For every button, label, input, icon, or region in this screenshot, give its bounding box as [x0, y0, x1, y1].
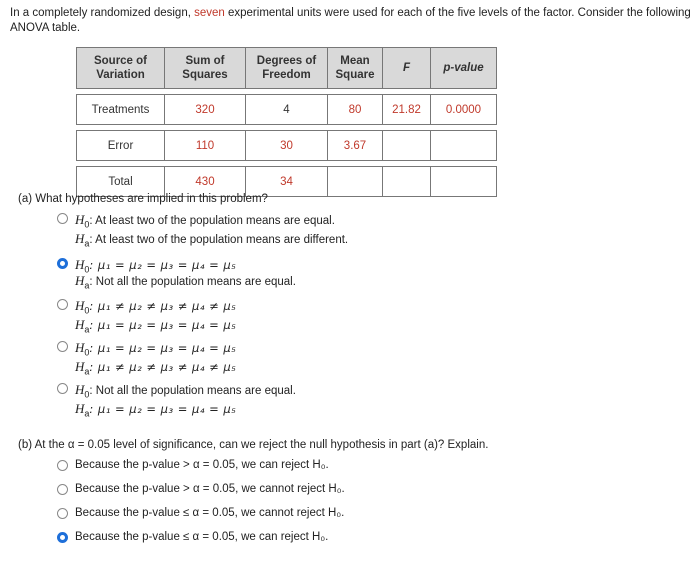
- option-b-text: Because the p-value > α = 0.05, we can reject H₀.: [75, 459, 329, 471]
- cell-df: 4: [246, 95, 328, 125]
- radio-button[interactable]: [57, 460, 68, 471]
- header-df: Degrees of Freedom: [246, 48, 328, 89]
- radio-button[interactable]: [57, 341, 68, 352]
- cell-p: [431, 167, 497, 197]
- header-f: F: [383, 48, 431, 89]
- cell-ms: [328, 167, 383, 197]
- radio-button-selected[interactable]: [57, 258, 68, 269]
- option-ha-text: : μ₁ ≠ μ₂ ≠ μ₃ ≠ μ₄ ≠ μ₅: [89, 360, 237, 374]
- option-h0-text: : At least two of the population means are equal.: [89, 215, 335, 227]
- option-h0-text: : Not all the population means are equal.: [89, 385, 296, 397]
- anova-table: [76, 47, 497, 197]
- option-a-1-ha: $H_a$: At least two of the population means are different.: [75, 231, 349, 249]
- header-ss: Sum of Squares: [165, 48, 246, 89]
- intro-text-1: In a completely randomized design,: [10, 7, 195, 19]
- question-b-prompt: (b) At the α = 0.05 level of significance, can we reject the null hypothesis in part (a)? Explain.: [18, 439, 489, 451]
- cell-f: 21.82: [383, 95, 431, 125]
- option-a-2-ha: $H_a$: Not all the population means are equal.: [75, 273, 296, 291]
- radio-button[interactable]: [57, 213, 68, 224]
- option-ha-text: : Not all the population means are equal.: [89, 276, 296, 288]
- option-h0-text: : μ₁ = μ₂ = μ₃ = μ₄ = μ₅: [89, 258, 237, 272]
- cell-ss: 110: [165, 131, 246, 161]
- cell-source: Error: [77, 131, 165, 161]
- radio-button[interactable]: [57, 508, 68, 519]
- option-b-text: Because the p-value ≤ α = 0.05, we can reject H₀.: [75, 531, 329, 543]
- cell-ss: 430: [165, 167, 246, 197]
- option-a-2[interactable]: $H_0$: μ₁ = μ₂ = μ₃ = μ₄ = μ₅: [57, 257, 236, 274]
- cell-ms: 80: [328, 95, 383, 125]
- option-b-text: Because the p-value ≤ α = 0.05, we cannot reject H₀.: [75, 507, 345, 519]
- question-a-prompt: (a) What hypotheses are implied in this problem?: [18, 193, 268, 205]
- option-b-1[interactable]: [57, 459, 329, 471]
- cell-source: Total: [77, 167, 165, 197]
- option-b-text: Because the p-value > α = 0.05, we cannot reject H₀.: [75, 483, 345, 495]
- radio-button[interactable]: [57, 484, 68, 495]
- cell-f: [383, 131, 431, 161]
- table-row: [77, 131, 497, 161]
- option-ha-text: : μ₁ = μ₂ = μ₃ = μ₄ = μ₅: [89, 402, 237, 416]
- cell-source: Treatments: [77, 95, 165, 125]
- intro-seven: seven: [194, 7, 225, 19]
- option-h0-text: : μ₁ ≠ μ₂ ≠ μ₃ ≠ μ₄ ≠ μ₅: [89, 299, 237, 313]
- cell-p: 0.0000: [431, 95, 497, 125]
- option-h0-text: : μ₁ = μ₂ = μ₃ = μ₄ = μ₅: [89, 341, 237, 355]
- problem-intro: [10, 6, 695, 36]
- cell-p: [431, 131, 497, 161]
- header-source: Source of Variation: [77, 48, 165, 89]
- option-a-5[interactable]: $H_0$: Not all the population means are equal.: [57, 382, 296, 399]
- cell-df: 34: [246, 167, 328, 197]
- intro-text-2: experimental units were used for each of the five levels of the factor. Consider the following ANOVA table.: [10, 7, 691, 34]
- option-a-3-ha: $H_a$: μ₁ = μ₂ = μ₃ = μ₄ = μ₅: [75, 317, 237, 335]
- option-a-5-ha: $H_a$: μ₁ = μ₂ = μ₃ = μ₄ = μ₅: [75, 401, 237, 419]
- table-row: [77, 95, 497, 125]
- cell-df: 30: [246, 131, 328, 161]
- option-b-2[interactable]: [57, 483, 345, 495]
- table-row: [77, 167, 497, 197]
- option-b-3[interactable]: [57, 507, 344, 519]
- option-a-4-ha: $H_a$: μ₁ ≠ μ₂ ≠ μ₃ ≠ μ₄ ≠ μ₅: [75, 359, 237, 377]
- header-p: p-value: [431, 48, 497, 89]
- radio-button[interactable]: [57, 383, 68, 394]
- cell-ms: 3.67: [328, 131, 383, 161]
- radio-button[interactable]: [57, 299, 68, 310]
- cell-ss: 320: [165, 95, 246, 125]
- option-a-3[interactable]: $H_0$: μ₁ ≠ μ₂ ≠ μ₃ ≠ μ₄ ≠ μ₅: [57, 298, 236, 315]
- option-b-4[interactable]: [57, 531, 328, 543]
- cell-f: [383, 167, 431, 197]
- option-a-1[interactable]: $H_0$: At least two of the population means are equal.: [57, 212, 335, 229]
- option-ha-text: : At least two of the population means are different.: [89, 234, 349, 246]
- header-ms: Mean Square: [328, 48, 383, 89]
- radio-button-selected[interactable]: [57, 532, 68, 543]
- option-ha-text: : μ₁ = μ₂ = μ₃ = μ₄ = μ₅: [89, 318, 237, 332]
- option-a-4[interactable]: $H_0$: μ₁ = μ₂ = μ₃ = μ₄ = μ₅: [57, 340, 236, 357]
